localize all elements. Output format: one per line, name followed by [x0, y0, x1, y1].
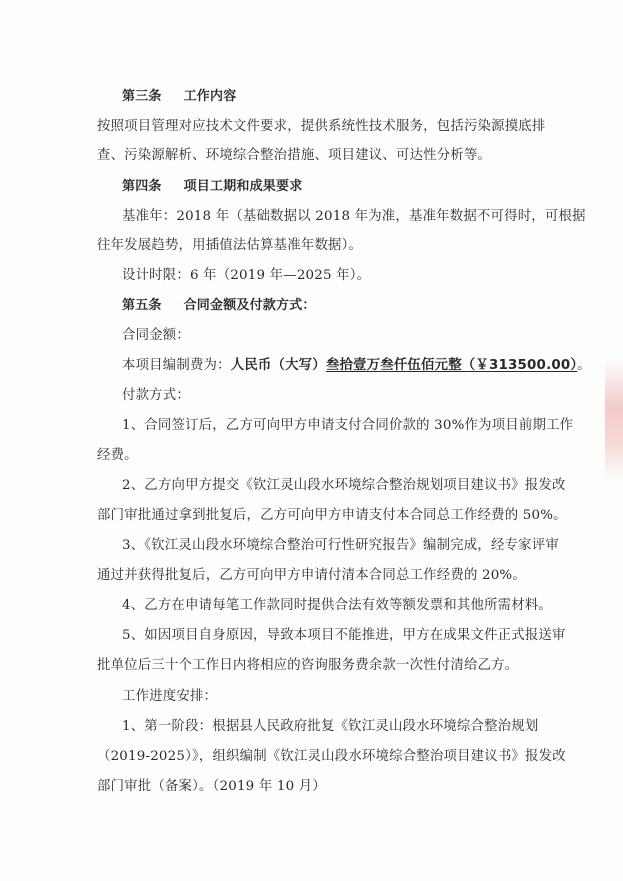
fee-suffix: 。	[577, 358, 591, 373]
payment-2-line1: 2、乙方向甲方提交《钦江灵山段水环境综合整治规划项目建议书》报发改	[122, 478, 566, 493]
article5-title: 合同金额及付款方式：	[183, 298, 316, 313]
payment-3-line1: 3、《钦江灵山段水环境综合整治可行性研究报告》编制完成，经专家评审	[122, 538, 559, 553]
payment-2-line2: 部门审批通过拿到批复后，乙方可向甲方申请支付本合同总工作经费的 50%。	[97, 508, 567, 523]
base-year-line2: 往年发展趋势，用插值法估算基准年数据）。	[97, 238, 363, 253]
fee-amount: 叁拾壹万叁仟伍佰元整（￥313500.00）	[325, 358, 578, 373]
fee-line	[122, 357, 591, 375]
payment-3-line2: 通过并获得批复后，乙方可向甲方申请付清本合同总工作经费的 20%。	[97, 568, 526, 583]
base-year-line1: 基准年：2018 年（基础数据以 2018 年为准，基准年数据不可得时，可根据	[122, 209, 586, 224]
contract-amount-label: 合同金额：	[122, 328, 190, 343]
seal-edge-mark	[605, 360, 623, 480]
article3-para-line2: 查、污染源解析、环境综合整治措施、项目建议、可达性分析等。	[97, 148, 492, 163]
article4-heading	[122, 178, 302, 196]
schedule-1-line1: 1、第一阶段：根据县人民政府批复《钦江灵山段水环境综合整治规划	[122, 719, 539, 734]
article3-number: 第三条	[122, 89, 162, 104]
article4-title: 项目工期和成果要求	[183, 179, 303, 194]
schedule-1-line3: 部门审批（备案）。（2019 年 10 月）	[97, 779, 326, 794]
payment-1-line1: 1、合同签订后，乙方可向甲方申请支付合同价款的 30%作为项目前期工作	[122, 418, 574, 433]
schedule-1-line2: （2019-2025）》，组织编制《钦江灵山段水环境综合整治项目建议书》报发改	[97, 749, 566, 764]
article3-heading	[122, 88, 236, 106]
payment-1-line2: 经费。	[97, 448, 138, 463]
fee-rmb: 人民币（大写）	[230, 358, 326, 373]
fee-prefix: 本项目编制费为：	[122, 358, 231, 373]
design-period: 设计时限：6 年（2019 年—2025 年）。	[122, 268, 371, 283]
article4-number: 第四条	[122, 179, 162, 194]
article5-number: 第五条	[122, 298, 162, 313]
payment-4-line1: 4、乙方在申请每笔工作款同时提供合法有效等额发票和其他所需材料。	[122, 598, 553, 613]
payment-5-line2: 批单位后三十个工作日内将相应的咨询服务费余款一次性付清给乙方。	[97, 658, 519, 673]
payment-5-line1: 5、如因项目自身原因，导致本项目不能推进，甲方在成果文件正式报送审	[122, 628, 566, 643]
article3-title: 工作内容	[183, 89, 237, 104]
article5-heading	[122, 297, 316, 315]
article3-para-line1: 按照项目管理对应技术文件要求，提供系统性技术服务，包括污染源摸底排	[97, 119, 546, 134]
schedule-label: 工作进度安排：	[122, 689, 218, 704]
payment-label: 付款方式：	[122, 388, 190, 403]
